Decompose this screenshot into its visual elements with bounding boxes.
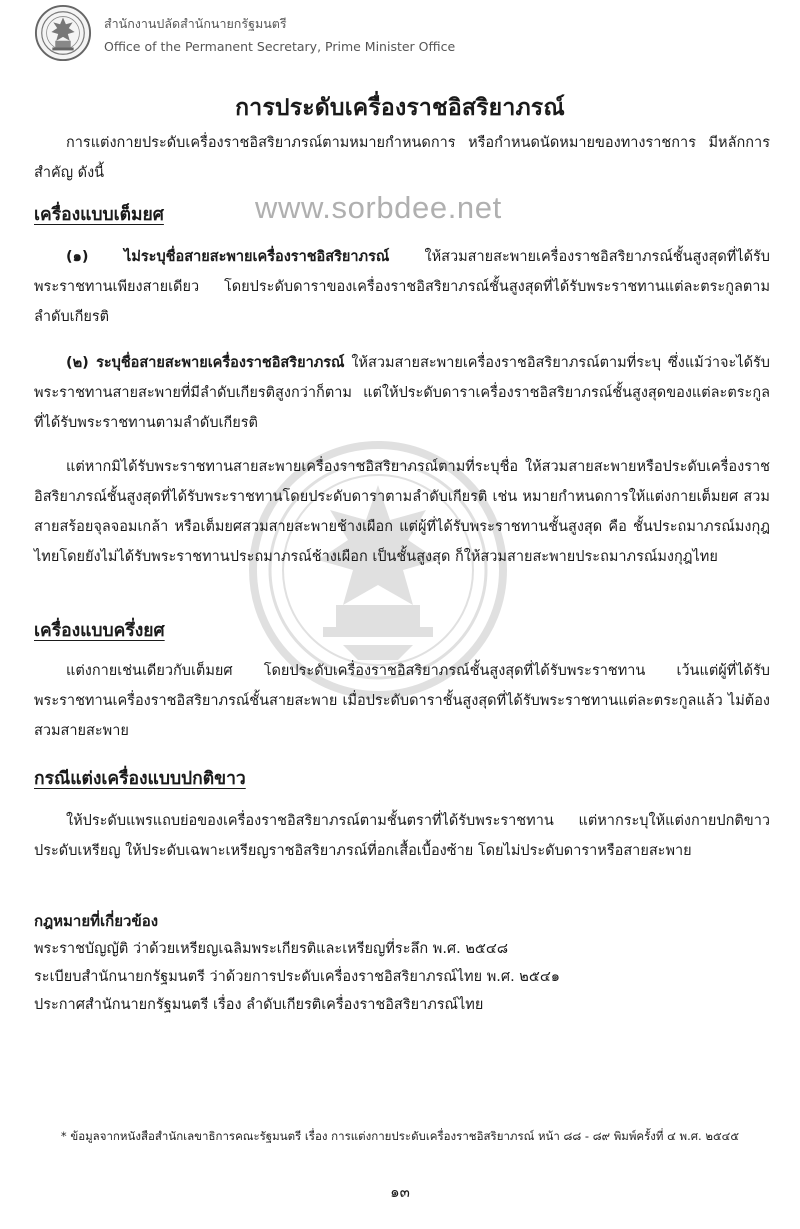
half-dress-paragraph: แต่งกายเช่นเดียวกับเต็มยศ โดยประดับเครื่องราชอิสริยาภรณ์ชั้นสูงสุดที่ได้รับพระราชทาน เว้นแต่ผู้ที่ได้รับพระราชทานเครื่องราชอิสริยาภรณ์ชั้นสายสะพาย เมื่อประดับดาราชั้นสูงสุดที่ได้รับพระราชทานแต่ละตระกูลแล้ว ไม่ต้องสวมสายสะพาย [34,663,770,739]
full-dress-item-2 [34,348,770,438]
item-2-lead: (๒) ระบุชื่อสายสะพายเครื่องราชอิสริยาภรณ์ [66,355,345,371]
garuda-seal-icon [34,4,92,62]
full-dress-note: แต่หากมิได้รับพระราชทานสายสะพายเครื่องราชอิสริยาภรณ์ตามที่ระบุชื่อ ให้สวมสายสะพายหรือประดับเครื่องราชอิสริยาภรณ์ชั้นสูงสุดที่ได้รับพระราชทานโดยประดับดาราตามลำดับเกียรติ เช่น หมายกำหนดการให้แต่งกายเต็มยศ สวมสายสร้อยจุลจอมเกล้า หรือเต็มยศสวมสายสะพายช้างเผือก แต่ผู้ที่ได้รับพระราชทานชั้นสูงสุด คือ ชั้นประถมาภรณ์มงกุฎไทยโดยยังไม่ได้รับพระราชทานประถมาภรณ์ช้างเผือก เป็นชั้นสูงสุด ก็ให้สวมสายสะพายประถมาภรณ์มงกุฎไทย [34,459,770,565]
law-item: ระเบียบสำนักนายกรัฐมนตรี ว่าด้วยการประดับเครื่องราชอิสริยาภรณ์ไทย พ.ศ. ๒๕๔๑ [34,969,561,985]
url-watermark: www.sorbdee.net [255,190,502,225]
page-title: การประดับเครื่องราชอิสริยาภรณ์ [235,95,565,121]
heading-full-dress: เครื่องแบบเต็มยศ [34,205,164,225]
law-item: พระราชบัญญัติ ว่าด้วยเหรียญเฉลิมพระเกียรติและเหรียญที่ระลึก พ.ศ. ๒๕๔๘ [34,941,509,957]
heading-related-laws: กฎหมายที่เกี่ยวข้อง [34,912,159,930]
office-name-english: Office of the Permanent Secretary, Prime Minister Office [104,39,456,54]
item-2-text: ให้สวมสายสะพายเครื่องราชอิสริยาภรณ์ตามที่ระบุ ซึ่งแม้ว่าจะได้รับพระราชทานสายสะพายที่มีลำดับเกียรติสูงกว่าก็ตาม แต่ให้ประดับดาราเครื่องราชอิสริยาภรณ์ชั้นสูงสุดของแต่ละตระกูลที่ได้รับพระราชทานตามลำดับเกียรติ [34,355,770,431]
item-1-text: ให้สวมสายสะพายเครื่องราชอิสริยาภรณ์ชั้นสูงสุดที่ได้รับพระราชทานเพียงสายเดียว โดยประดับดาราของเครื่องราชอิสริยาภรณ์ชั้นสูงสุดที่ได้รับพระราชทานแต่ละตระกูลตามลำดับเกียรติ [34,249,770,325]
law-item: ประกาศสำนักนายกรัฐมนตรี เรื่อง ลำดับเกียรติเครื่องราชอิสริยาภรณ์ไทย [34,997,484,1013]
page-header [34,4,774,64]
footnote: * ข้อมูลจากหนังสือสำนักเลขาธิการคณะรัฐมนตรี เรื่อง การแต่งกายประดับเครื่องราชอิสริยาภรณ์ หน้า ๘๘ - ๘๙ พิมพ์ครั้งที่ ๔ พ.ศ. ๒๕๔๕ [60,1129,740,1143]
page-number: ๑๓ [390,1183,410,1201]
heading-half-dress: เครื่องแบบครึ่งยศ [34,621,165,641]
full-dress-item-1 [34,242,770,332]
white-uniform-paragraph: ให้ประดับแพรแถบย่อของเครื่องราชอิสริยาภรณ์ตามชั้นตราที่ได้รับพระราชทาน แต่หากระบุให้แต่งกายปกติขาวประดับเหรียญ ให้ประดับเฉพาะเหรียญราชอิสริยาภรณ์ที่อกเสื้อเบื้องซ้าย โดยไม่ประดับดาราหรือสายสะพาย [34,813,770,859]
item-1-lead: (๑) ไม่ระบุชื่อสายสะพายเครื่องราชอิสริยาภรณ์ [66,249,390,265]
office-name-thai: สำนักงานปลัดสำนักนายกรัฐมนตรี [104,16,287,31]
heading-white-uniform: กรณีแต่งเครื่องแบบปกติขาว [34,769,246,789]
intro-paragraph: การแต่งกายประดับเครื่องราชอิสริยาภรณ์ตามหมายกำหนดการ หรือกำหนดนัดหมายของทางราชการ มีหลักการสำคัญ ดังนี้ [34,135,770,181]
